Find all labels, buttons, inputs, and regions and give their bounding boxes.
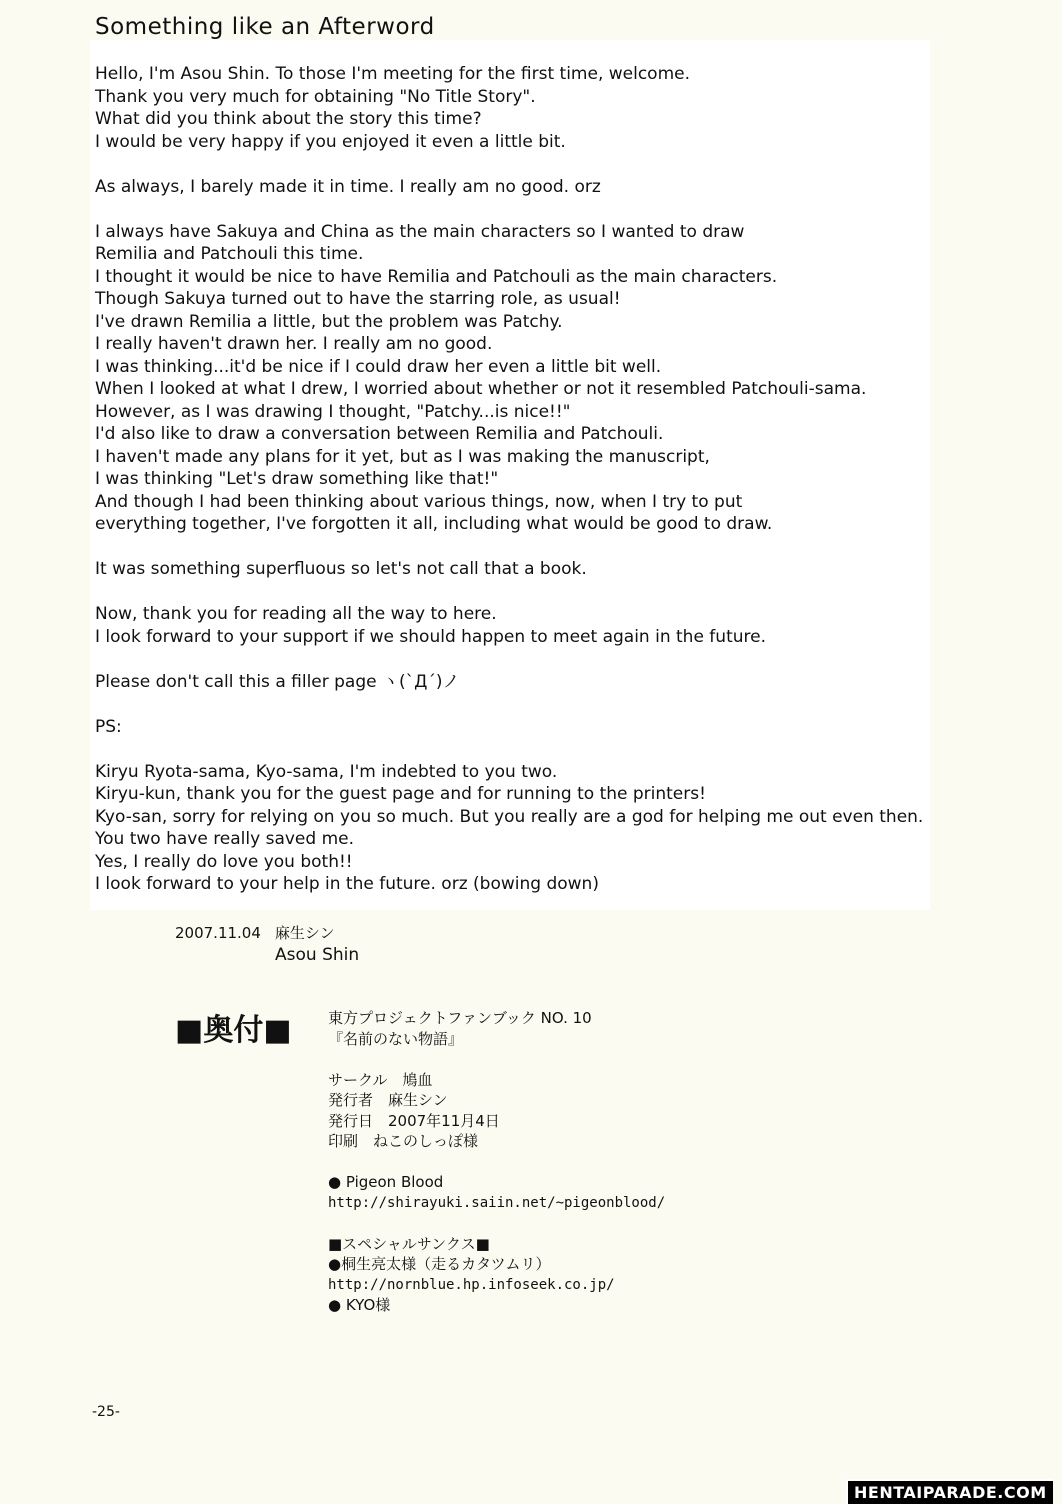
paragraph xyxy=(95,558,1045,581)
afterword-body xyxy=(95,63,1045,918)
text-line: Please don't call this a filler page ヽ(`Д´)ノ xyxy=(95,671,460,692)
text-line: Though Sakuya turned out to have the starring role, as usual! xyxy=(95,289,621,309)
paragraph xyxy=(95,716,1045,739)
paragraph xyxy=(95,603,1045,648)
text-line: I would be very happy if you enjoyed it even a little bit. xyxy=(95,131,566,152)
text-line: I haven't made any plans for it yet, but as I was making the manuscript, xyxy=(95,446,710,467)
site-watermark: HENTAIPARADE.COM xyxy=(846,1479,1053,1504)
special-thanks-heading: ■スペシャルサンクス■ xyxy=(328,1234,490,1253)
text-line: As always, I barely made it in time. I really am no good. orz xyxy=(95,176,601,197)
text-line: PS: xyxy=(95,716,122,737)
text-line: And though I had been thinking about various things, now, when I try to put xyxy=(95,491,743,512)
text-line: I always have Sakuya and China as the main characters so I wanted to draw xyxy=(95,221,745,242)
text-line: Yes, I really do love you both!! xyxy=(95,851,353,872)
paragraph xyxy=(95,671,1045,694)
circle-name: サークル 鳩血 xyxy=(328,1070,433,1089)
thanks-entry: ● KYO様 xyxy=(328,1296,391,1314)
colophon-block xyxy=(328,1008,665,1336)
text-line: I look forward to your support if we should happen to meet again in the future. xyxy=(95,626,766,647)
colophon-special-thanks xyxy=(328,1234,665,1316)
text-line: everything together, I've forgotten it all, including what would be good to draw. xyxy=(95,514,773,534)
text-line: I thought it would be nice to have Remilia and Patchouli as the main characters. xyxy=(95,266,778,287)
text-line: I'd also like to draw a conversation between Remilia and Patchouli. xyxy=(95,424,664,444)
signature-name: Asou Shin xyxy=(275,945,360,965)
signature-date-line xyxy=(175,922,335,943)
colophon-publication xyxy=(328,1008,665,1049)
text-line: Kyo-san, sorry for relying on you so much. But you really are a god for helping me out even then. xyxy=(95,806,924,827)
afterword-title: Something like an Afterword xyxy=(95,14,435,40)
paragraph xyxy=(95,221,1045,536)
text-line: Hello, I'm Asou Shin. To those I'm meeting for the first time, welcome. xyxy=(95,64,691,84)
text-line: I've drawn Remilia a little, but the problem was Patchy. xyxy=(95,311,563,332)
publisher: 発行者 麻生シン xyxy=(328,1091,448,1109)
paragraph xyxy=(95,176,1045,199)
publication-series: 東方プロジェクトファンブック NO. 10 xyxy=(328,1009,592,1027)
text-line: I look forward to your help in the future. orz (bowing down) xyxy=(95,874,599,894)
thanks-entry: ●桐生亮太様（走るカタツムリ） xyxy=(328,1255,551,1273)
colophon-details xyxy=(328,1070,665,1152)
colophon-heading: ■奥付■ xyxy=(175,1013,292,1048)
text-line: It was something superfluous so let's not call that a book. xyxy=(95,559,587,579)
text-line: Now, thank you for reading all the way to here. xyxy=(95,604,497,624)
text-line: Remilia and Patchouli this time. xyxy=(95,244,364,264)
publication-title: 『名前のない物語』 xyxy=(328,1029,464,1048)
signature-date: 2007.11.04 xyxy=(175,924,261,942)
text-line: You two have really saved me. xyxy=(95,829,355,849)
publish-date: 発行日 2007年11月4日 xyxy=(328,1111,500,1130)
colophon-circle-site xyxy=(328,1172,665,1213)
text-line: Thank you very much for obtaining "No Title Story". xyxy=(95,86,536,107)
printer: 印刷 ねこのしっぽ様 xyxy=(328,1132,479,1150)
text-line: Kiryu-kun, thank you for the guest page and for running to the printers! xyxy=(95,784,706,804)
circle-label: ● Pigeon Blood xyxy=(328,1173,444,1191)
text-line: When I looked at what I drew, I worried about whether or not it resembled Patchouli-sama. xyxy=(95,379,867,399)
text-line: I really haven't drawn her. I really am no good. xyxy=(95,334,493,354)
text-line: What did you think about the story this time? xyxy=(95,109,482,129)
text-line: However, as I was drawing I thought, "Patchy...is nice!!" xyxy=(95,401,571,422)
signature-name-japanese: 麻生シン xyxy=(274,924,335,942)
paragraph xyxy=(95,63,1045,153)
thanks-url: http://nornblue.hp.infoseek.co.jp/ xyxy=(328,1276,615,1293)
text-line: Kiryu Ryota-sama, Kyo-sama, I'm indebted to you two. xyxy=(95,761,558,782)
circle-url: http://shirayuki.saiin.net/~pigeonblood/ xyxy=(328,1194,666,1211)
text-line: I was thinking...it'd be nice if I could draw her even a little bit well. xyxy=(95,356,662,377)
paragraph xyxy=(95,761,1045,896)
page-number: -25- xyxy=(92,1404,120,1420)
text-line: I was thinking "Let's draw something like that!" xyxy=(95,469,499,489)
